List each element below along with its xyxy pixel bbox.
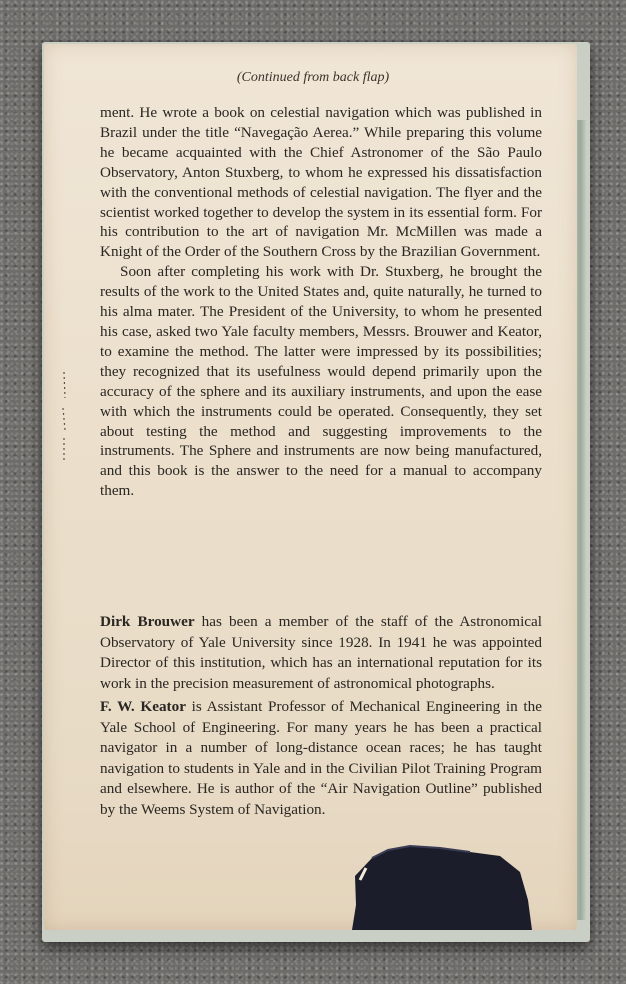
paragraph-1: ment. He wrote a book on celestial navigation which was published in Brazil under the title “Navegação Aerea.” While preparing this volume he became acquainted with the Chief Astronomer of the São Paulo Observatory, Anton Stuxberg, to whom he expressed his dissatisfaction with the conventional methods of celestial navigation. The flyer and the scientist worked together to develop the system in its essential form. For his contribution to the art of navigation Mr. McMillen was made a Knight of the Order of the Southern Cross by the Brazilian Government. <box>100 104 542 261</box>
paragraph-2: Soon after completing his work with Dr. Stuxberg, he brought the results of the work to the United States and, quite naturally, he turned to his alma mater. The President of the University, to whom he presented his case, asked two Yale faculty members, Messrs. Brouwer and Keator, to examine the method. The latter were impressed by its possibilities; they recognized that its usefulness would depend primarily upon the accuracy of the sphere and its auxiliary instruments, and upon the ease with which the instruments could be operated. Consequently, they set about testing the method and suggesting improvements to the instruments. The Sphere and instruments are now being manufactured, and this book is the answer to the need for a manual to accompany them. <box>100 263 542 500</box>
bio-keator-text: is Assistant Professor of Mechanical Engineering in the Yale School of Engineering. For many years he has been a practical navigator in a number of long-distance ocean races; he has taught navigation to students in Yale and in the Civilian Pilot Training Program and elsewhere. He is author of the “Air Navigation Outline” published by the Weems System of Navigation. <box>100 698 542 818</box>
bio-brouwer-text: has been a member of the staff of the Astronomical Observatory of Yale University since 1928. In 1941 he was appointed Director of this institution, which has an international reputation for its work in the precision measurement of astronomical photographs. <box>100 613 542 692</box>
continued-note: (Continued from back flap) <box>236 70 390 85</box>
bio-brouwer-name: Dirk Brouwer <box>100 613 195 630</box>
bio-keator-name: F. W. Keator <box>100 698 186 715</box>
